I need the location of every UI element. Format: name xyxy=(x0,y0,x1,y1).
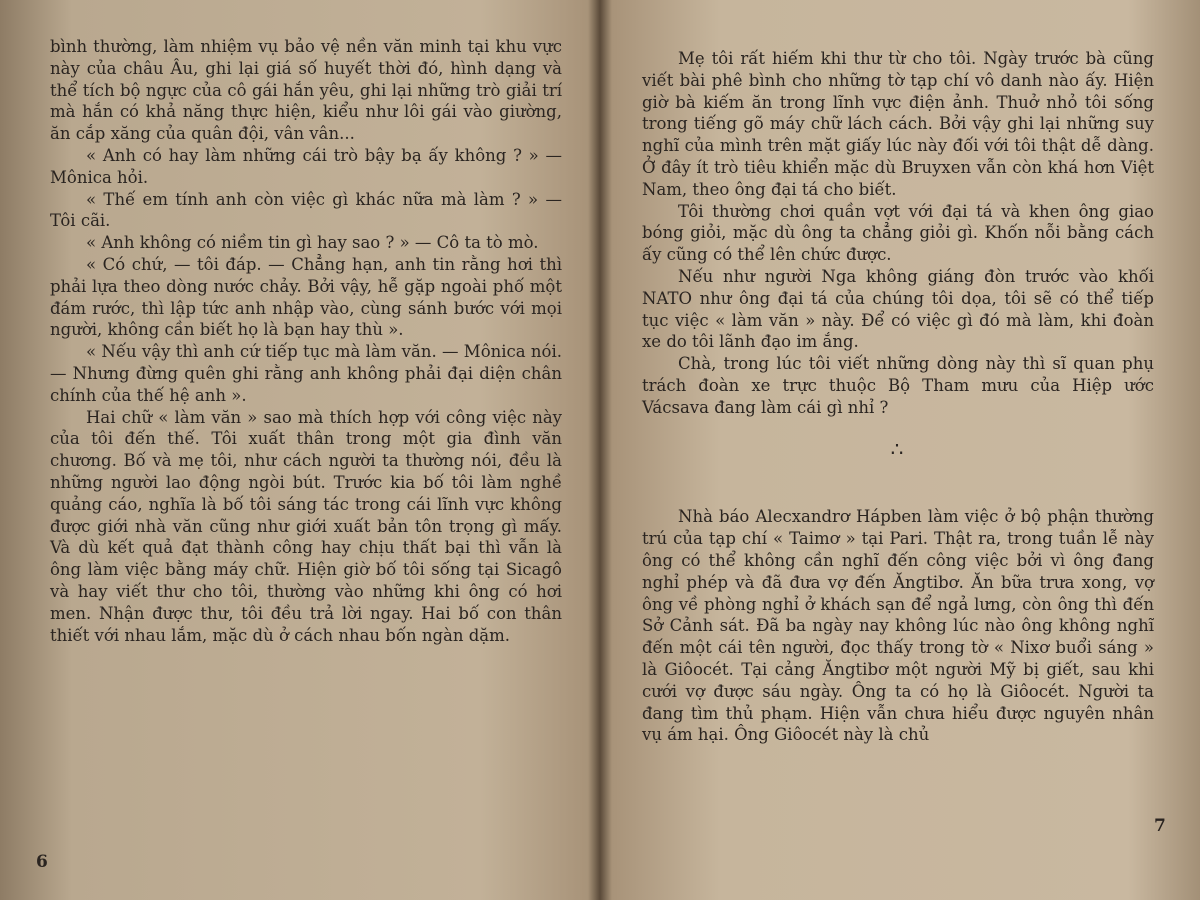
paragraph: « Có chứ, — tôi đáp. — Chẳng hạn, anh tin rằng hơi thì phải lựa theo dòng nước chảy. Bởi vậy, hễ gặp ngoài phố một đám rước, thì lập tức anh nhập vào, cùng sánh bước với mọi người, không cần biết họ là bạn hay thù ». xyxy=(50,254,562,340)
paragraph: Nếu như người Nga không giáng đòn trước vào khối NATO như ông đại tá của chúng tôi dọa, tôi sẽ có thể tiếp tục việc « làm văn » này. Để có việc gì đó mà làm, khi đoàn xe do tôi lãnh đạo im ắng. xyxy=(642,266,1154,352)
paragraph: « Nếu vậy thì anh cứ tiếp tục mà làm văn. — Mônica nói. — Nhưng đừng quên ghi rằng anh không phải đại diện chân chính của thế hệ anh ». xyxy=(50,342,562,405)
paragraph: Chà, trong lúc tôi viết những dòng này thì sĩ quan phụ trách đoàn xe trực thuộc Bộ Tham mưu của Hiệp ước Vácsava đang làm cái gì nhỉ ? xyxy=(642,354,1154,417)
paragraph: Mẹ tôi rất hiếm khi thư từ cho tôi. Ngày trước bà cũng viết bài phê bình cho những tờ tạp chí vô danh nào ấy. Hiện giờ bà kiếm ăn trong lĩnh vực điện ảnh. Thuở nhỏ tôi sống trong tiếng gõ máy chữ lách cách. Bởi vậy ghi lại những suy nghĩ của mình trên mặt giấy lúc này đối với tôi thật dễ dàng. Ở đây ít trò tiêu khiển mặc dù Bruyxen vẫn còn khá hơn Việt Nam, theo ông đại tá cho biết. xyxy=(642,49,1154,199)
paragraph: Hai chữ « làm văn » sao mà thích hợp với công việc này của tôi đến thế. Tôi xuất thân trong một gia đình văn chương. Bố và mẹ tôi, như cách người ta thường nói, đều là những người lao động ngòi bút. Trước kia bố tôi làm nghề quảng cáo, nghĩa là bố tôi sáng tác trong cái lĩnh vực không được giới nhà văn cũng như giới xuất bản tôn trọng gì mấy. Và dù kết quả đạt thành công hay chịu thất bại thì vẫn là ông làm việc bằng máy chữ. Hiện giờ bố tôi sống tại Sicagô và hay viết thư cho tôi, thường vào những khi ông có hơi men. Nhận được thư, tôi đều trả lời ngay. Hai bố con thân thiết với nhau lắm, mặc dù ở cách nhau bốn ngàn dặm. xyxy=(50,407,562,645)
paragraph: « Anh có hay làm những cái trò bậy bạ ấy không ? » — Mônica hỏi. xyxy=(50,145,562,187)
paragraph: bình thường, làm nhiệm vụ bảo vệ nền văn minh tại khu vực này của châu Âu, ghi lại giá số huyết thời đó, hình dạng và thể tích bộ ngực của cô gái hắn yêu, ghi lại những trò giải trí mà hắn có khả năng thực hiện, kiểu như lôi gái vào giường, ăn cắp xăng của quân đội, vân vân... xyxy=(50,37,562,144)
paragraph: Tôi thường chơi quần vợt với đại tá và khen ông giao bóng giỏi, mặc dù ông ta chẳng giỏi gì. Khốn nỗi bằng cách ấy cũng có thể lên chức được. xyxy=(642,201,1154,265)
section-break-ornament: ∴ xyxy=(890,436,906,461)
left-page-text xyxy=(50,36,562,646)
right-page-text xyxy=(642,48,1154,746)
page-number-left: 6 xyxy=(36,852,48,872)
left-page xyxy=(0,0,598,900)
right-page xyxy=(602,0,1200,900)
paragraph: « Thế em tính anh còn việc gì khác nữa mà làm ? » — Tôi cãi. xyxy=(50,189,562,231)
page-number-right: 7 xyxy=(1154,816,1166,836)
paragraph: Nhà báo Alecxandrơ Hápben làm việc ở bộ phận thường trú của tạp chí « Taimơ » tại Pari. Thật ra, trong tuần lễ này ông có thể không cần nghĩ đến công việc bởi vì ông đang nghỉ phép và đã đưa vợ đến Ăngtibơ. Ăn bữa trưa xong, vợ ông về phòng nghỉ ở khách sạn để ngả lưng, còn ông thì đến Sở Cảnh sát. Đã ba ngày nay không lúc nào ông không nghĩ đến một cái tên người, đọc thấy trong tờ « Nixơ buổi sáng » là Giôocét. Tại cảng Ăngtibơ một người Mỹ bị giết, sau khi cưới vợ được sáu ngày. Ông ta có họ là Giôocét. Người ta đang tìm thủ phạm. Hiện vẫn chưa hiểu được nguyên nhân vụ ám hại. Ông Giôocét này là chủ xyxy=(642,507,1154,745)
paragraph: « Anh không có niềm tin gì hay sao ? » — Cô ta tò mò. xyxy=(86,233,539,253)
